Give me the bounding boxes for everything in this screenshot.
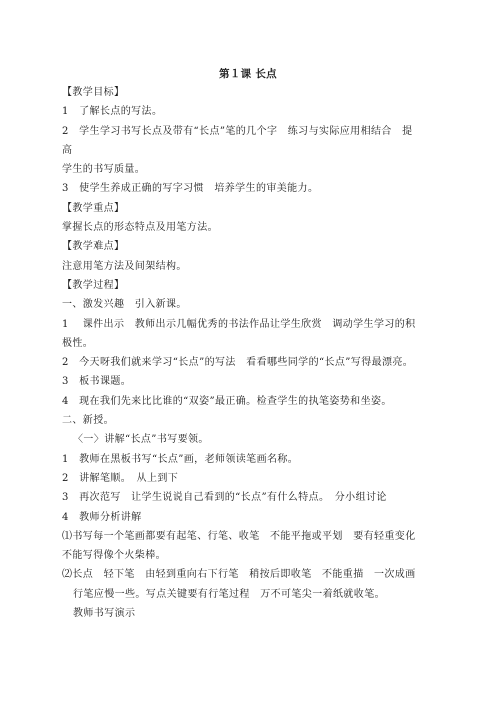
process-step-3: 3 板书课题。 xyxy=(62,376,132,388)
objective-2-wrap: 高 xyxy=(62,144,73,156)
objective-2: 2 学生学习书写长点及带有“长点”笔的几个字 练习与实际应用相结合 提 xyxy=(62,125,413,137)
process-step-2: 2 今天呀我们就来学习“长点”的写法 看看哪些同学的“长点”写得最漂亮。 xyxy=(62,357,414,369)
page-title: 第１课 长点 xyxy=(219,68,277,80)
analysis-point-1: ⑴书写每一个笔画都要有起笔、行笔、收笔 不能平拖或平划 要有轻重变化 xyxy=(62,530,416,542)
objective-1: 1 了解长点的写法。 xyxy=(62,106,163,118)
objective-3: 3 使学生养成正确的写字习惯 培养学生的审美能力。 xyxy=(62,183,319,195)
document-body xyxy=(62,83,438,623)
process-part-1-heading: 一、激发兴趣 引入新课。 xyxy=(62,299,187,311)
subsection-heading: 〈一〉讲解“长点”书写要领。 xyxy=(73,434,209,446)
process-part-2-heading: 二、新授。 xyxy=(62,415,114,427)
key-points-text: 掌握长点的形态特点及用笔方法。 xyxy=(62,222,218,234)
process-step-1: 1 课件出示 教师出示几幅优秀的书法作品让学生欣赏 调动学生学习的积 xyxy=(62,318,416,330)
analysis-point-1-cont: 不能写得像个火柴棒。 xyxy=(62,550,166,562)
section-heading-objectives: 【教学目标】 xyxy=(62,87,125,98)
new-step-2: 2 讲解笔顺。 从上到下 xyxy=(62,472,179,484)
analysis-point-2-cont: 行笔应慢一些。写点关键要有行笔过程 万不可笔尖一着纸就收笔。 xyxy=(73,588,385,600)
process-step-1-cont: 极性。 xyxy=(62,337,94,349)
analysis-point-2: ⑵长点 轻下笔 由轻到重向右下行笔 稍按后即收笔 不能重描 一次成画 xyxy=(62,569,416,581)
difficulties-text: 注意用笔方法及间架结构。 xyxy=(62,260,187,272)
teacher-demo-line: 教师书写演示 xyxy=(73,608,136,620)
section-heading-difficulties: 【教学难点】 xyxy=(62,241,125,253)
section-heading-process: 【教学过程】 xyxy=(62,279,125,291)
new-step-3: 3 再次范写 让学生说说自己看到的“长点”有什么特点。 分小组讨论 xyxy=(62,492,387,504)
process-step-4: 4 现在我们先来比比谁的“双姿”最正确。检查学生的执笔姿势和坐姿。 xyxy=(62,395,392,407)
new-step-4: 4 教师分析讲解 xyxy=(62,511,142,523)
section-heading-key-points: 【教学重点】 xyxy=(62,202,125,214)
objective-2-cont: 学生的书写质量。 xyxy=(62,164,146,176)
new-step-1: 1 教师在黑板书写“长点”画，老师领读笔画名称。 xyxy=(62,453,299,465)
